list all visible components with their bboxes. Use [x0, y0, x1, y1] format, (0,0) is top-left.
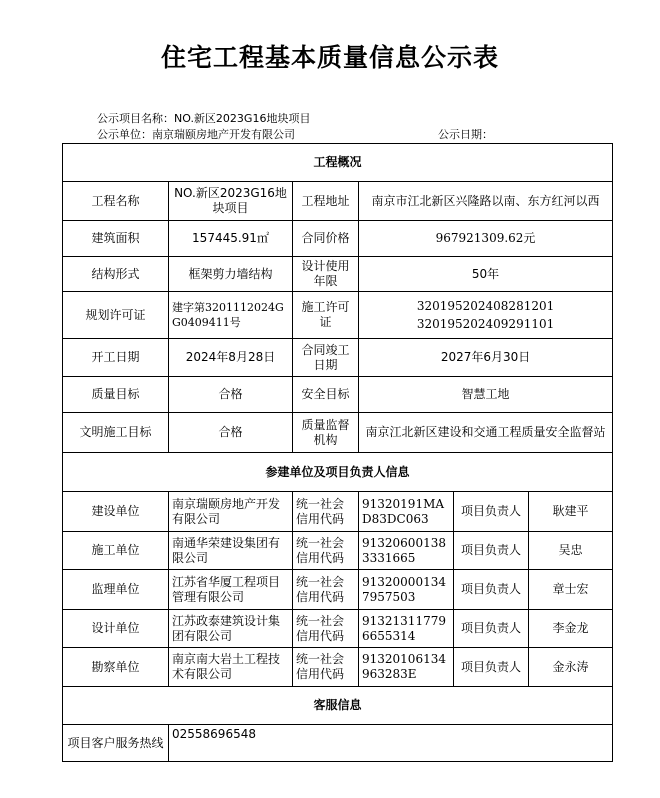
structure-label: 结构形式 — [63, 257, 169, 292]
participant-manager: 吴忠 — [529, 532, 613, 570]
credit-code-label: 统一社会信用代码 — [293, 570, 359, 610]
construction-permit-label: 施工许可证 — [293, 292, 359, 339]
project-name-line — [97, 110, 310, 126]
address-value: 南京市江北新区兴隆路以南、东方红河以西 — [359, 182, 613, 221]
participant-company: 南京南大岩土工程技术有限公司 — [169, 648, 293, 687]
credit-code-label: 统一社会信用代码 — [293, 532, 359, 570]
hotline-value: 02558696548 — [169, 725, 613, 762]
quality-goal-label: 质量目标 — [63, 377, 169, 413]
area-label: 建筑面积 — [63, 221, 169, 257]
participant-row — [63, 492, 613, 532]
participant-row — [63, 610, 613, 648]
participant-role: 勘察单位 — [63, 648, 169, 687]
design-life-value: 50年 — [359, 257, 613, 292]
civilized-goal-label: 文明施工目标 — [63, 413, 169, 453]
planning-permit-label: 规划许可证 — [63, 292, 169, 339]
participant-code: 913206001383331665 — [359, 532, 454, 570]
completion-date-label: 合同竣工日期 — [293, 339, 359, 377]
project-name-cell-label: 工程名称 — [63, 182, 169, 221]
participant-code: 913200001347957503 — [359, 570, 454, 610]
contract-price-label: 合同价格 — [293, 221, 359, 257]
credit-code-label: 统一社会信用代码 — [293, 492, 359, 532]
structure-value: 框架剪力墙结构 — [169, 257, 293, 292]
civilized-goal-value: 合格 — [169, 413, 293, 453]
supervision-org-value: 南京江北新区建设和交通工程质量安全监督站 — [359, 413, 613, 453]
credit-code-label: 统一社会信用代码 — [293, 610, 359, 648]
participant-role: 施工单位 — [63, 532, 169, 570]
participant-role: 设计单位 — [63, 610, 169, 648]
credit-code-label: 统一社会信用代码 — [293, 648, 359, 687]
service-heading: 客服信息 — [63, 687, 613, 725]
safety-goal-value: 智慧工地 — [359, 377, 613, 413]
quality-goal-value: 合格 — [169, 377, 293, 413]
participant-manager: 耿建平 — [529, 492, 613, 532]
participant-company: 江苏省华厦工程项目管理有限公司 — [169, 570, 293, 610]
publisher-value: 南京瑞颐房地产开发有限公司 — [152, 128, 295, 141]
participant-company: 南通华荣建设集团有限公司 — [169, 532, 293, 570]
completion-date-value: 2027年6月30日 — [359, 339, 613, 377]
project-name-value: NO.新区2023G16地块项目 — [174, 112, 311, 125]
contract-price-value: 967921309.62元 — [359, 221, 613, 257]
overview-heading: 工程概况 — [63, 144, 613, 182]
start-date-label: 开工日期 — [63, 339, 169, 377]
manager-label: 项目负责人 — [454, 570, 529, 610]
project-name-cell-value: NO.新区2023G16地块项目 — [169, 182, 293, 221]
safety-goal-label: 安全目标 — [293, 377, 359, 413]
supervision-org-label: 质量监督机构 — [293, 413, 359, 453]
participant-row — [63, 648, 613, 687]
participant-manager: 李金龙 — [529, 610, 613, 648]
manager-label: 项目负责人 — [454, 610, 529, 648]
start-date-value: 2024年8月28日 — [169, 339, 293, 377]
participant-company: 江苏政泰建筑设计集团有限公司 — [169, 610, 293, 648]
publisher-line — [97, 126, 295, 142]
construction-permit-2: 320195202409291101 — [416, 316, 555, 331]
participant-role: 监理单位 — [63, 570, 169, 610]
participant-manager: 金永涛 — [529, 648, 613, 687]
participant-row — [63, 532, 613, 570]
project-name-label: 公示项目名称： — [97, 112, 174, 125]
area-value: 157445.91㎡ — [169, 221, 293, 257]
publish-date-label: 公示日期： — [438, 128, 493, 141]
participant-code: 913213117796655314 — [359, 610, 454, 648]
hotline-label: 项目客户服务热线 — [63, 725, 169, 762]
planning-permit-value: 建字第3201112024GG0409411号 — [169, 292, 293, 339]
construction-permit-1: 320195202408281201 — [416, 298, 555, 313]
info-table — [62, 143, 613, 762]
manager-label: 项目负责人 — [454, 532, 529, 570]
participant-manager: 章士宏 — [529, 570, 613, 610]
participant-role: 建设单位 — [63, 492, 169, 532]
page-title: 住宅工程基本质量信息公示表 — [160, 43, 499, 72]
participant-company: 南京瑞颐房地产开发有限公司 — [169, 492, 293, 532]
design-life-label: 设计使用年限 — [293, 257, 359, 292]
construction-permit-values — [359, 292, 613, 339]
participants-heading: 参建单位及项目负责人信息 — [63, 453, 613, 492]
publisher-label: 公示单位： — [97, 128, 152, 141]
address-label: 工程地址 — [293, 182, 359, 221]
participant-code: 91320106134963283E — [359, 648, 454, 687]
participant-code: 91320191MAD83DC063 — [359, 492, 454, 532]
manager-label: 项目负责人 — [454, 648, 529, 687]
participant-row — [63, 570, 613, 610]
manager-label: 项目负责人 — [454, 492, 529, 532]
